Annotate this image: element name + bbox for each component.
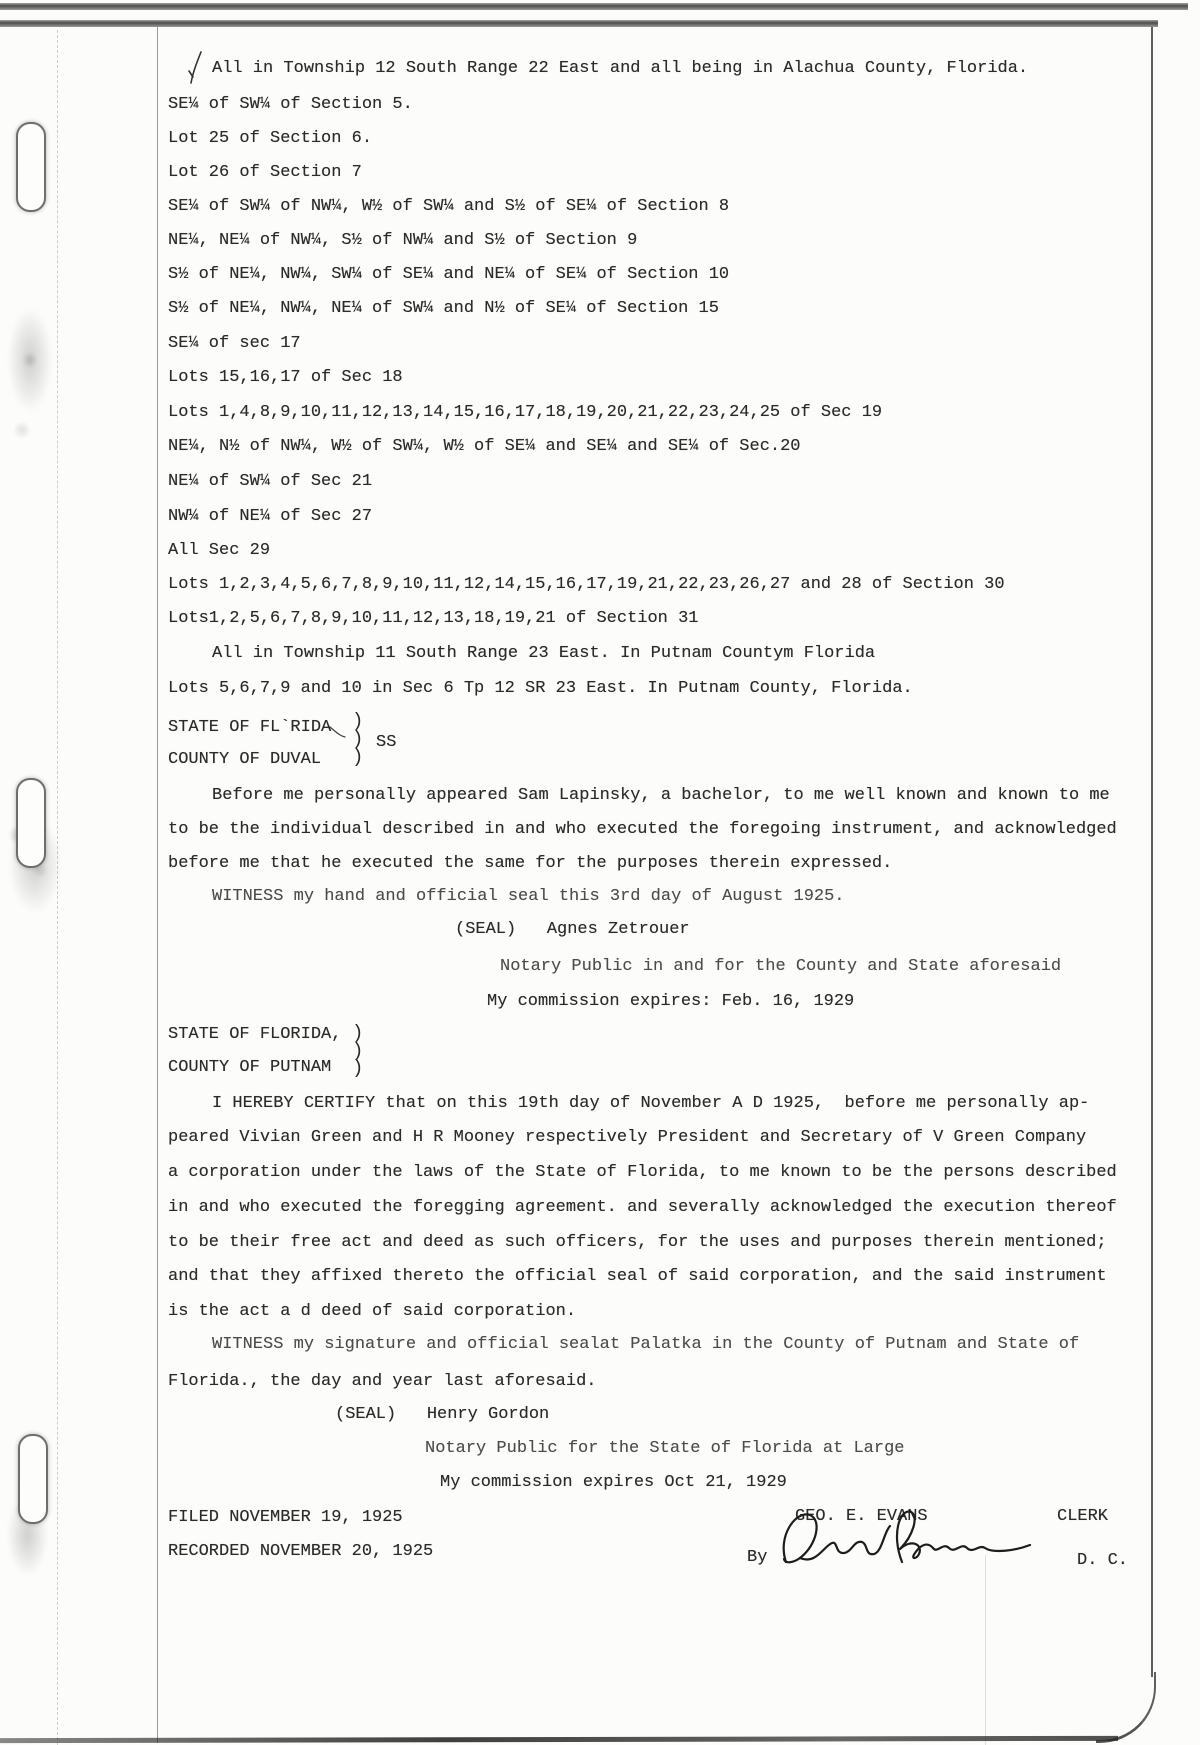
parcel-line: SE¼ of SW¼ of Section 5. — [168, 95, 413, 114]
venue-brace: ) — [352, 728, 364, 750]
by-label: By — [747, 1548, 768, 1567]
venue-brace: ) — [352, 710, 364, 732]
certify-line: a corporation under the laws of the State of Florida, to me known to be the persons described — [168, 1163, 1117, 1182]
commission-line: My commission expires Oct 21, 1929 — [440, 1473, 787, 1492]
bottom-right-corner-curve — [1096, 1672, 1156, 1743]
ack-line: to be the individual described in and who executed the foregoing instrument, and acknowledged — [168, 820, 1117, 839]
parcel-line: SE¼ of SW¼ of NW¼, W½ of SW¼ and S½ of SE¼ of Section 8 — [168, 197, 730, 216]
parcel-line: Lots 15,16,17 of Sec 18 — [168, 368, 403, 387]
seal-signature-line: (SEAL) Agnes Zetrouer — [455, 920, 690, 939]
venue-brace: ) — [352, 1040, 364, 1062]
parcel-line: All Sec 29 — [168, 541, 271, 560]
parcel-line: Lots 1,2,3,4,5,6,7,8,9,10,11,12,14,15,16,17,19,21,22,23,26,27 and 28 of Section 30 — [168, 575, 1005, 594]
venue-county-line: COUNTY OF PUTNAM — [168, 1058, 332, 1077]
deputy-clerk-title: D. C. — [1077, 1551, 1129, 1570]
certify-line: is the act a d deed of said corporation. — [168, 1302, 577, 1321]
township12-heading: All in Township 12 South Range 22 East and all being in Alachua County, Florida. — [212, 59, 1029, 78]
ack-line: before me that he executed the same for the purposes therein expressed. — [168, 854, 893, 873]
witness-line: WITNESS my hand and official seal this 3rd day of August 1925. — [212, 887, 845, 906]
parcel-line: S½ of NE¼, NW¼, NE¼ of SW¼ and N½ of SE¼ of Section 15 — [168, 299, 719, 318]
page-left-border — [157, 27, 158, 1743]
recorded-date-line: RECORDED NOVEMBER 20, 1925 — [168, 1542, 434, 1561]
punch-hole-top — [16, 122, 46, 212]
venue-brace: ) — [352, 746, 364, 768]
pen-check-mark — [186, 50, 206, 86]
scan-edge-band-top — [0, 3, 1188, 10]
parcel-line: Lot 25 of Section 6. — [168, 129, 373, 148]
punch-hole-middle — [16, 778, 46, 868]
parcel-line: Lot 26 of Section 7 — [168, 163, 362, 182]
certify-line: in and who executed the foregging agreement. and severally acknowledged the execution thereof — [168, 1198, 1117, 1217]
commission-line: My commission expires: Feb. 16, 1929 — [487, 992, 855, 1011]
venue-brace: ) — [352, 1022, 364, 1044]
parcel-line: NE¼, NE¼ of NW¼, S½ of NW¼ and S½ of Section 9 — [168, 231, 638, 250]
certify-line: to be their free act and deed as such officers, for the uses and purposes therein mentioned; — [168, 1233, 1107, 1252]
page-bottom-edge — [0, 1736, 1118, 1743]
parcel-line: NE¼, N½ of NW¼, W½ of SW¼, W½ of SE¼ and SE¼ and SE¼ of Sec.20 — [168, 437, 801, 456]
seal-signature-line: (SEAL) Henry Gordon — [335, 1405, 550, 1424]
township11-heading: All in Township 11 South Range 23 East. In Putnam Countym Florida — [212, 644, 876, 663]
parcel-line: S½ of NE¼, NW¼, SW¼ of SE¼ and NE¼ of SE¼ of Section 10 — [168, 265, 730, 284]
faint-vertical-artifact — [985, 1555, 986, 1745]
pen-tick — [328, 724, 348, 740]
witness-line: Florida., the day and year last aforesaid. — [168, 1372, 597, 1391]
clerk-title: CLERK — [1057, 1507, 1109, 1526]
certify-line: I HEREBY CERTIFY that on this 19th day of November A D 1925, before me personally ap- — [212, 1094, 1090, 1113]
parcel-line: NW¼ of NE¼ of Sec 27 — [168, 507, 373, 526]
parcel-line: NE¼ of SW¼ of Sec 21 — [168, 472, 373, 491]
venue-county-line: COUNTY OF DUVAL — [168, 750, 322, 769]
venue-state-line: STATE OF FL`RIDA — [168, 718, 332, 737]
notary-title-line: Notary Public in and for the County and State aforesaid — [500, 957, 1062, 976]
parcel-line: Lots 5,6,7,9 and 10 in Sec 6 Tp 12 SR 23 East. In Putnam County, Florida. — [168, 679, 913, 698]
clerk-name: GEO. E. EVANS — [795, 1507, 928, 1526]
deputy-clerk-signature — [772, 1502, 1042, 1577]
parcel-line: Lots1,2,5,6,7,8,9,10,11,12,13,18,19,21 of Section 31 — [168, 609, 699, 628]
ss-abbreviation: SS — [376, 733, 397, 752]
filed-date-line: FILED NOVEMBER 19, 1925 — [168, 1508, 403, 1527]
witness-line: WITNESS my signature and official sealat Palatka in the County of Putnam and State of — [212, 1335, 1080, 1354]
page-right-border — [1151, 27, 1153, 1677]
venue-brace: ) — [352, 1057, 364, 1079]
scan-edge-band-second — [0, 20, 1158, 27]
punch-hole-bottom — [18, 1434, 48, 1524]
venue-state-line: STATE OF FLORIDA, — [168, 1025, 342, 1044]
certify-line: and that they affixed thereto the official seal of said corporation, and the said instrument — [168, 1267, 1107, 1286]
certify-line: peared Vivian Green and H R Mooney respectively President and Secretary of V Green Company — [168, 1128, 1087, 1147]
parcel-line: Lots 1,4,8,9,10,11,12,13,14,15,16,17,18,19,20,21,22,23,24,25 of Sec 19 — [168, 403, 883, 422]
smudge-mark — [0, 290, 60, 430]
parcel-line: SE¼ of sec 17 — [168, 334, 301, 353]
ack-line: Before me personally appeared Sam Lapinsky, a bachelor, to me well known and known to me — [212, 786, 1110, 805]
notary-title-line: Notary Public for the State of Florida at Large — [425, 1439, 905, 1458]
